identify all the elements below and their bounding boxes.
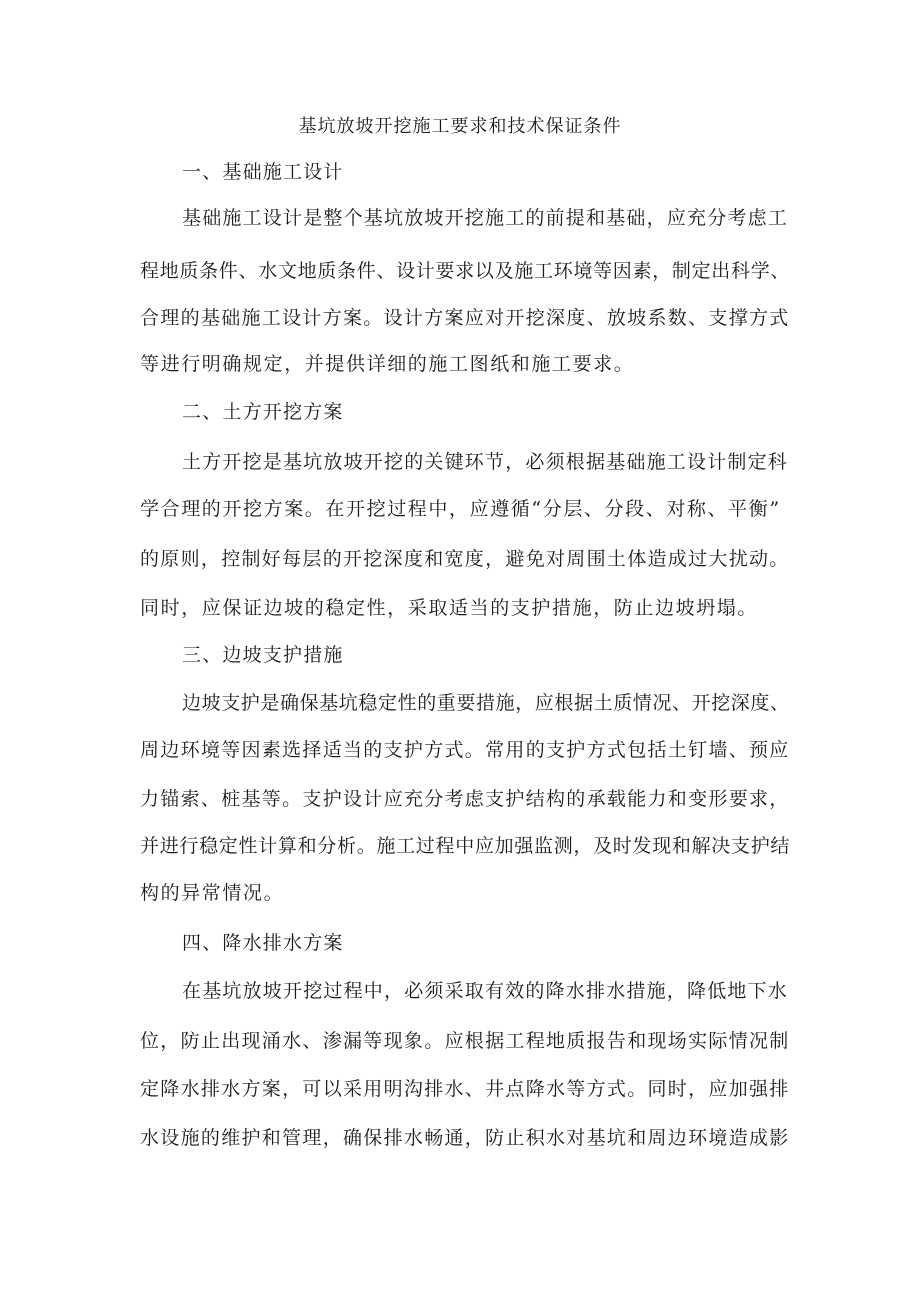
section-heading: 四、降水排水方案 [182, 932, 344, 954]
paragraph-line: 边坡支护是确保基坑稳定性的重要措施，应根据土质情况、开挖深度、 [182, 692, 790, 714]
paragraph-line: 构的异常情况。 [140, 882, 285, 904]
paragraph-line: 基础施工设计是整个基坑放坡开挖施工的前提和基础，应充分考虑工 [182, 207, 789, 229]
section-heading: 二、土方开挖方案 [182, 401, 344, 423]
document-title: 基坑放坡开挖施工要求和技术保证条件 [298, 116, 622, 137]
paragraph-line: 在基坑放坡开挖过程中，必须采取有效的降水排水措施，降低地下水 [182, 980, 789, 1002]
paragraph-line: 力锚索、桩基等。支护设计应充分考虑支护结构的承载能力和变形要求， [140, 788, 790, 810]
paragraph-line: 合理的基础施工设计方案。设计方案应对开挖深度、放坡系数、支撑方式 [140, 307, 790, 329]
paragraph-line: 的原则，控制好每层的开挖深度和宽度，避免对周围土体造成过大扰动。 [140, 548, 790, 570]
paragraph-line: 等进行明确规定，并提供详细的施工图纸和施工要求。 [140, 353, 635, 375]
paragraph-line: 并进行稳定性计算和分析。施工过程中应加强监测，及时发现和解决支护结 [140, 835, 791, 857]
paragraph-line: 位，防止出现涌水、渗漏等现象。应根据工程地质报告和现场实际情况制 [140, 1030, 790, 1052]
section-heading: 三、边坡支护措施 [182, 644, 344, 666]
paragraph-line: 周边环境等因素选择适当的支护方式。常用的支护方式包括土钉墙、预应 [140, 739, 790, 761]
paragraph-line: 定降水排水方案，可以采用明沟排水、井点降水等方式。同时，应加强排 [140, 1078, 790, 1100]
paragraph-line: 水设施的维护和管理，确保排水畅通，防止积水对基坑和周边环境造成影 [140, 1127, 790, 1149]
paragraph-line: 程地质条件、水文地质条件、设计要求以及施工环境等因素，制定出科学、 [140, 260, 791, 282]
section-heading: 一、基础施工设计 [182, 161, 344, 183]
paragraph-line: 土方开挖是基坑放坡开挖的关键环节，必须根据基础施工设计制定科 [182, 451, 789, 473]
paragraph-line: 同时，应保证边坡的稳定性，采取适当的支护措施，防止边坡坍塌。 [140, 597, 759, 619]
paragraph-line: 学合理的开挖方案。在开挖过程中，应遵循“分层、分段、对称、平衡” [140, 498, 781, 520]
